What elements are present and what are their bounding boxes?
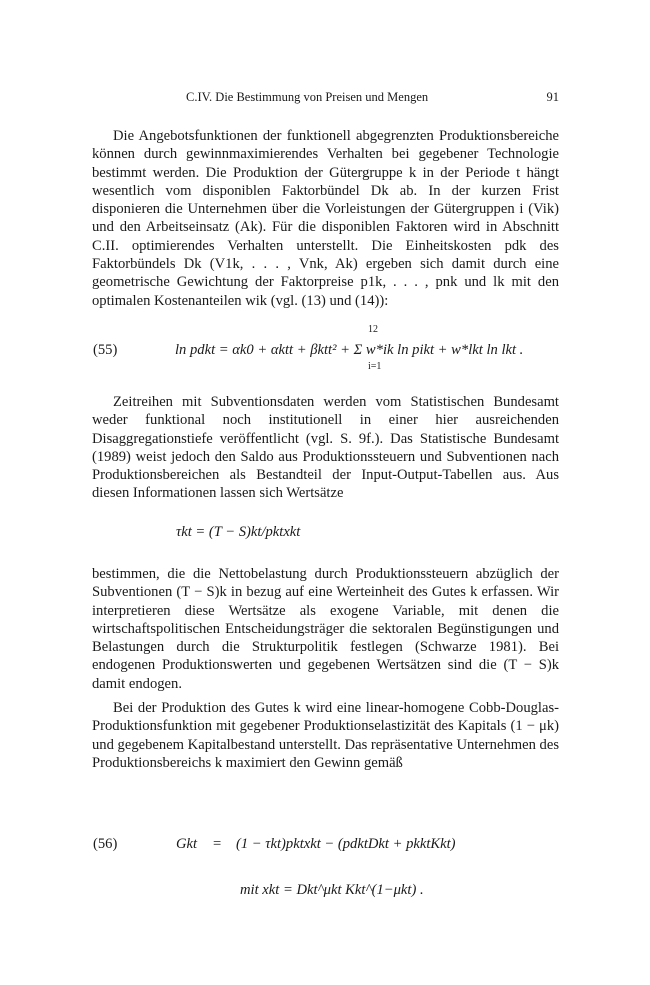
chapter-title: C.IV. Die Bestimmung von Preisen und Mengen (186, 90, 429, 104)
tax-rate-formula: τkt = (T − S)kt/pktxkt (176, 524, 301, 540)
paragraph-cobb-douglas: Bei der Produktion des Gutes k wird eine linear-homogene Cobb-Douglas-Produktionsfunktion mit gegebener Produktionselastizität des Kapitals (1 − μk) und gegebenem Kapitalbestand unterstellt. Das repräsentative Unternehmen des Produktionsbereichs k maximiert den Gewinn gemäß (92, 700, 559, 771)
sum-lower-limit: i=1 (368, 361, 382, 372)
page-number: 91 (546, 90, 559, 104)
equation-56-lhs: Gkt (176, 836, 198, 852)
equation-number-56: (56) (93, 836, 118, 852)
paragraph-supply-functions: Die Angebotsfunktionen der funktionell abgegrenzten Produktionsbereiche können durch gewinnmaximierendes Verhalten bei gegebener Technologie bestimmt werden. Die Produktion der Gütergruppe k in der Periode t hängt wesentlich vom disponiblen Faktorbündel Dk ab. In der kurzen Frist disponieren die Unternehmen über die Vorleistungen der Gütergruppen i (Vik) und den Arbeitseinsatz (Ak). Für die disponiblen Faktoren wird in Abschnitt C.II. optimierendes Verhalten unterstellt. Die Einheitskosten pdk des Faktorbündels Dk (V1k, . . . , Vnk, Ak) ergeben sich damit durch eine geometrische Gewichtung der Faktorpreise p1k, . . . , pnk und lk mit den optimalen Kostenanteilen wik (vgl. (13) und (14)): (92, 128, 559, 309)
paragraph-subsidy-data: Zeitreihen mit Subventionsdaten werden vom Statistischen Bundesamt weder funktional noch institutionell in einer hier ausreichenden Disaggregationstiefe veröffentlicht (vgl. S. 9f.). Das Statistische Bundesamt (1989) weist jedoch den Saldo aus Produktionssteuern und Subventionen nach Produktionsbereichen als Bestandteil der Input-Output-Tabellen aus. Aus diesen Informationen lassen sich Wertsätze (92, 394, 559, 502)
equation-number-55: (55) (93, 342, 118, 358)
running-header (92, 90, 559, 110)
equation-56-equals: = (213, 836, 222, 852)
paragraph-tax-rates: bestimmen, die die Nettobelastung durch Produktionssteuern abzüglich der Subventionen (T − S)k in bezug auf eine Werteinheit des Gutes k erfassen. Wir interpretieren diese Wertsätze als exogene Variable, mit denen die wirtschaftspolitischen Entscheidungsträger die sektoralen Begünstigungen und Belastungen durch die Strukturpolitik festlegen (Schwarze 1981). Bei endogenen Produktionswerten und gegebenen Wertsätzen sind die (T − S)k damit endogen. (92, 566, 559, 692)
equation-56-rhs: (1 − τkt)pktxkt − (pdktDkt + pkktKkt) (236, 836, 456, 852)
sum-upper-limit: 12 (368, 324, 378, 335)
equation-56-condition: mit xkt = Dkt^μkt Kkt^(1−μkt) . (240, 882, 424, 898)
equation-55: ln pdkt = αk0 + αktt + βktt² + Σ w*ik ln pikt + w*lkt ln lkt . (175, 342, 524, 358)
